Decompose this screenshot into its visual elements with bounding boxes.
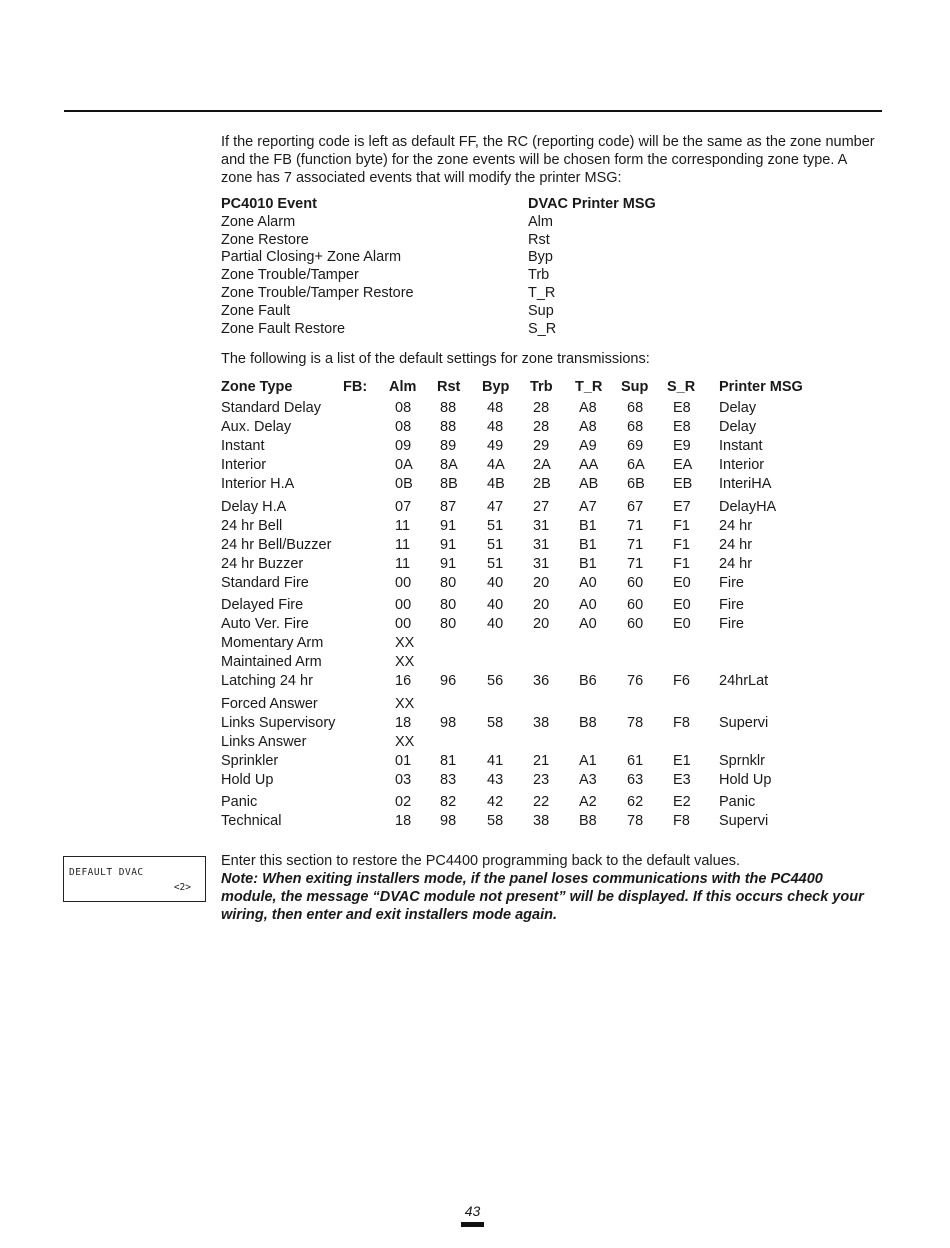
header-trb: Trb	[530, 379, 553, 395]
byp-code: 41	[487, 752, 504, 769]
printer-msg: 24 hr	[719, 555, 753, 572]
rst-code: 89	[440, 438, 457, 454]
alm-code: 00	[395, 597, 412, 613]
s-r-code: F8	[673, 813, 690, 829]
trb-code: 2B	[533, 476, 551, 492]
sup-code: 68	[627, 419, 644, 435]
table-row	[221, 475, 871, 494]
sup-code: 69	[627, 438, 644, 454]
printer-msg: Fire	[719, 616, 744, 632]
alm-code: 0A	[395, 457, 413, 473]
zone-type: Standard Fire	[221, 574, 309, 591]
t-r-code: A7	[579, 498, 597, 515]
sup-code: 68	[627, 400, 644, 416]
printer-msg: Delay	[719, 400, 757, 416]
byp-code: 48	[487, 419, 504, 435]
s-r-code: F1	[673, 517, 690, 534]
table-row	[221, 733, 871, 752]
sup-code: 61	[627, 752, 644, 769]
alm-code: 11	[395, 536, 411, 553]
zone-table-header	[221, 377, 871, 399]
zone-type: Sprinkler	[221, 752, 279, 769]
zone-type: 24 hr Buzzer	[221, 555, 304, 572]
table-row	[221, 517, 871, 536]
printer-msg: Fire	[719, 597, 744, 613]
header-rst: Rst	[437, 379, 461, 395]
page-number-bar	[461, 1222, 484, 1227]
sup-code: 60	[627, 597, 644, 613]
rst-code: 98	[440, 714, 457, 731]
table-row	[221, 437, 871, 456]
zone-table-group	[221, 596, 871, 691]
rst-code: 80	[440, 616, 457, 632]
t-r-code: A3	[579, 771, 597, 788]
t-r-code: A0	[579, 616, 597, 632]
zone-table-body	[221, 399, 871, 831]
table-row	[221, 752, 871, 771]
printer-msg: Fire	[719, 574, 744, 591]
rst-code: 80	[440, 574, 457, 591]
t-r-code: B8	[579, 714, 597, 731]
sup-code: 76	[627, 673, 644, 689]
alm-code: 08	[395, 419, 412, 435]
byp-code: 48	[487, 400, 504, 416]
lcd-display	[63, 856, 206, 902]
alm-code: XX	[395, 695, 415, 712]
table-row	[221, 771, 871, 790]
byp-code: 4A	[487, 457, 505, 473]
zone-type: Momentary Arm	[221, 635, 324, 651]
s-r-code: E3	[673, 771, 691, 788]
zone-table-group	[221, 498, 871, 593]
zone-type: Auto Ver. Fire	[221, 616, 309, 632]
intro-paragraph: If the reporting code is left as default FF, the RC (reporting code) will be the same as the zone number and the FB (function byte) for the zone events will be chosen form the corresponding zone type. A zone has 7 associated events that will modify the printer MSG:	[221, 134, 875, 186]
header-t-r: T_R	[575, 379, 603, 395]
table-row	[221, 555, 871, 574]
byp-code: 47	[487, 498, 504, 515]
byp-code: 42	[487, 794, 504, 810]
sup-code: 6B	[627, 476, 645, 492]
s-r-code: E0	[673, 616, 691, 632]
zone-type: Delay H.A	[221, 498, 287, 515]
s-r-code: E1	[673, 752, 691, 769]
alm-code: 00	[395, 616, 412, 632]
zone-table-group	[221, 399, 871, 494]
zone-type: Maintained Arm	[221, 654, 322, 670]
byp-code: 40	[487, 597, 504, 613]
sup-code: 62	[627, 794, 644, 810]
t-r-code: A8	[579, 400, 597, 416]
trb-code: 21	[533, 752, 550, 769]
alm-code: 08	[395, 400, 412, 416]
zone-type: Technical	[221, 813, 282, 829]
s-r-code: F8	[673, 714, 690, 731]
printer-msg: 24hrLat	[719, 673, 769, 689]
zone-table	[221, 377, 871, 835]
printer-msg: Supervi	[719, 714, 769, 731]
byp-code: 49	[487, 438, 504, 454]
rst-code: 91	[440, 536, 457, 553]
table-row	[221, 536, 871, 555]
trb-code: 20	[533, 616, 550, 632]
table-row	[221, 634, 871, 653]
header-alm: Alm	[389, 379, 417, 395]
table-row	[221, 418, 871, 437]
trb-code: 38	[533, 714, 550, 731]
s-r-code: E8	[673, 419, 691, 435]
event-header-msg: DVAC Printer MSG	[528, 196, 656, 212]
zone-type: Delayed Fire	[221, 597, 304, 613]
rst-code: 91	[440, 555, 457, 572]
s-r-code: EA	[673, 457, 693, 473]
header-printer-msg: Printer MSG	[719, 379, 803, 395]
zone-type: Standard Delay	[221, 400, 321, 416]
table-row	[221, 812, 871, 831]
event-row	[221, 303, 741, 321]
header-sup: Sup	[621, 379, 649, 395]
sup-code: 67	[627, 498, 644, 515]
s-r-code: F1	[673, 555, 690, 572]
byp-code: 58	[487, 813, 504, 829]
header-byp: Byp	[482, 379, 510, 395]
table-row	[221, 574, 871, 593]
s-r-code: E0	[673, 574, 691, 591]
event-header-event: PC4010 Event	[221, 196, 317, 212]
event-row	[221, 321, 741, 339]
printer-msg: 24 hr	[719, 517, 753, 534]
zone-type: Links Supervisory	[221, 714, 336, 731]
byp-code: 40	[487, 574, 504, 591]
table-row	[221, 653, 871, 672]
rst-code: 96	[440, 673, 457, 689]
sup-code: 71	[627, 517, 644, 534]
zone-type: Interior H.A	[221, 476, 295, 492]
printer-msg: Hold Up	[719, 771, 772, 788]
rst-code: 87	[440, 498, 457, 515]
printer-msg: DelayHA	[719, 498, 777, 515]
event-row	[221, 267, 741, 285]
trb-code: 2A	[533, 457, 551, 473]
event-table-header	[221, 196, 741, 214]
header-zone-type: Zone Type	[221, 379, 293, 395]
trb-code: 31	[533, 536, 550, 553]
s-r-code: E8	[673, 400, 691, 416]
event-printer-msg: Byp	[528, 249, 553, 266]
s-r-code: E9	[673, 438, 691, 454]
alm-code: 18	[395, 714, 412, 731]
zone-type: Instant	[221, 438, 265, 454]
table-row	[221, 399, 871, 418]
table-row	[221, 596, 871, 615]
byp-code: 43	[487, 771, 504, 788]
alm-code: 11	[395, 517, 411, 534]
t-r-code: B6	[579, 673, 597, 689]
top-rule	[64, 110, 882, 112]
table-row	[221, 498, 871, 517]
t-r-code: A0	[579, 574, 597, 591]
sup-code: 78	[627, 813, 644, 829]
printer-msg: Interior	[719, 457, 765, 473]
zone-type: Hold Up	[221, 771, 274, 788]
byp-code: 4B	[487, 476, 505, 492]
default-section-note: Note: When exiting installers mode, if the panel loses communications with the PC4400 module, the message “DVAC module not present” will be displayed. If this occurs check your wiring, then enter and exit installers mode again.	[221, 871, 864, 923]
page-number: 43	[464, 1203, 481, 1219]
table-row	[221, 615, 871, 634]
zone-type: Aux. Delay	[221, 419, 292, 435]
trb-code: 36	[533, 673, 550, 689]
trb-code: 38	[533, 813, 550, 829]
s-r-code: F1	[673, 536, 690, 553]
event-table	[221, 196, 741, 338]
trb-code: 31	[533, 517, 550, 534]
trb-code: 22	[533, 794, 550, 810]
t-r-code: AB	[579, 476, 599, 492]
zone-type: 24 hr Bell/Buzzer	[221, 536, 332, 553]
header-s-r: S_R	[667, 379, 696, 395]
rst-code: 81	[440, 752, 457, 769]
alm-code: 01	[395, 752, 412, 769]
s-r-code: E2	[673, 794, 691, 810]
alm-code: 0B	[395, 476, 413, 492]
event-row	[221, 232, 741, 250]
default-section-text: Enter this section to restore the PC4400 programming back to the default values.	[221, 853, 741, 869]
t-r-code: A0	[579, 597, 597, 613]
printer-msg: Supervi	[719, 813, 769, 829]
zone-list-intro: The following is a list of the default settings for zone transmissions:	[221, 351, 650, 367]
s-r-code: E7	[673, 498, 691, 515]
byp-code: 40	[487, 616, 504, 632]
alm-code: 02	[395, 794, 412, 810]
header-fb: FB:	[343, 379, 368, 395]
trb-code: 28	[533, 400, 550, 416]
printer-msg: Panic	[719, 794, 756, 810]
alm-code: 03	[395, 771, 412, 788]
event-row	[221, 285, 741, 303]
rst-code: 82	[440, 794, 457, 810]
printer-msg: 24 hr	[719, 536, 753, 553]
t-r-code: B1	[579, 536, 597, 553]
sup-code: 71	[627, 555, 644, 572]
event-row	[221, 214, 741, 232]
lcd-line-1: DEFAULT DVAC	[69, 867, 144, 878]
sup-code: 60	[627, 574, 644, 591]
trb-code: 29	[533, 438, 550, 454]
alm-code: 00	[395, 574, 412, 591]
rst-code: 98	[440, 813, 457, 829]
event-printer-msg: S_R	[528, 320, 557, 337]
t-r-code: A1	[579, 752, 597, 769]
zone-table-group	[221, 695, 871, 790]
t-r-code: A9	[579, 438, 597, 454]
rst-code: 91	[440, 517, 457, 534]
alm-code: 11	[395, 555, 411, 572]
event-printer-msg: T_R	[528, 284, 556, 301]
zone-type: Latching 24 hr	[221, 673, 313, 689]
byp-code: 56	[487, 673, 504, 689]
event-printer-msg: Sup	[528, 302, 554, 319]
rst-code: 80	[440, 597, 457, 613]
trb-code: 28	[533, 419, 550, 435]
trb-code: 27	[533, 498, 550, 515]
byp-code: 51	[487, 536, 504, 553]
trb-code: 31	[533, 555, 550, 572]
alm-code: XX	[395, 635, 415, 651]
event-name: Zone Alarm	[221, 213, 296, 230]
event-printer-msg: Rst	[528, 231, 550, 248]
t-r-code: B8	[579, 813, 597, 829]
alm-code: XX	[395, 654, 415, 670]
rst-code: 88	[440, 419, 457, 435]
printer-msg: InteriHA	[719, 476, 772, 492]
alm-code: 18	[395, 813, 412, 829]
trb-code: 20	[533, 574, 550, 591]
event-printer-msg: Trb	[528, 267, 550, 284]
event-row	[221, 249, 741, 267]
table-row	[221, 672, 871, 691]
sup-code: 63	[627, 771, 644, 788]
trb-code: 23	[533, 771, 550, 788]
table-row	[221, 695, 871, 714]
zone-type: Forced Answer	[221, 695, 318, 712]
t-r-code: A2	[579, 794, 597, 810]
zone-type: Links Answer	[221, 733, 307, 750]
event-name: Zone Trouble/Tamper Restore	[221, 284, 414, 301]
byp-code: 51	[487, 555, 504, 572]
alm-code: 16	[395, 673, 412, 689]
alm-code: XX	[395, 733, 415, 750]
s-r-code: EB	[673, 476, 693, 492]
event-name: Partial Closing+ Zone Alarm	[221, 249, 402, 266]
table-row	[221, 456, 871, 475]
event-printer-msg: Alm	[528, 213, 553, 230]
t-r-code: B1	[579, 517, 597, 534]
rst-code: 8B	[440, 476, 458, 492]
sup-code: 71	[627, 536, 644, 553]
table-row	[221, 793, 871, 812]
sup-code: 78	[627, 714, 644, 731]
alm-code: 09	[395, 438, 412, 454]
sup-code: 60	[627, 616, 644, 632]
event-name: Zone Trouble/Tamper	[221, 267, 359, 284]
event-table-body	[221, 214, 741, 339]
zone-type: Interior	[221, 457, 267, 473]
sup-code: 6A	[627, 457, 645, 473]
rst-code: 88	[440, 400, 457, 416]
default-section	[221, 852, 881, 924]
rst-code: 83	[440, 771, 457, 788]
rst-code: 8A	[440, 457, 458, 473]
t-r-code: AA	[579, 457, 599, 473]
trb-code: 20	[533, 597, 550, 613]
s-r-code: E0	[673, 597, 691, 613]
table-row	[221, 714, 871, 733]
lcd-line-2: <2>	[173, 882, 191, 893]
printer-msg: Instant	[719, 438, 763, 454]
byp-code: 58	[487, 714, 504, 731]
printer-msg: Delay	[719, 419, 757, 435]
t-r-code: A8	[579, 419, 597, 435]
zone-type: 24 hr Bell	[221, 517, 283, 534]
byp-code: 51	[487, 517, 504, 534]
event-name: Zone Fault Restore	[221, 320, 346, 337]
zone-table-group	[221, 793, 871, 831]
t-r-code: B1	[579, 555, 597, 572]
zone-type: Panic	[221, 794, 258, 810]
printer-msg: Sprnklr	[719, 752, 765, 769]
event-name: Zone Fault	[221, 302, 291, 319]
alm-code: 07	[395, 498, 412, 515]
event-name: Zone Restore	[221, 231, 309, 248]
s-r-code: F6	[673, 673, 690, 689]
